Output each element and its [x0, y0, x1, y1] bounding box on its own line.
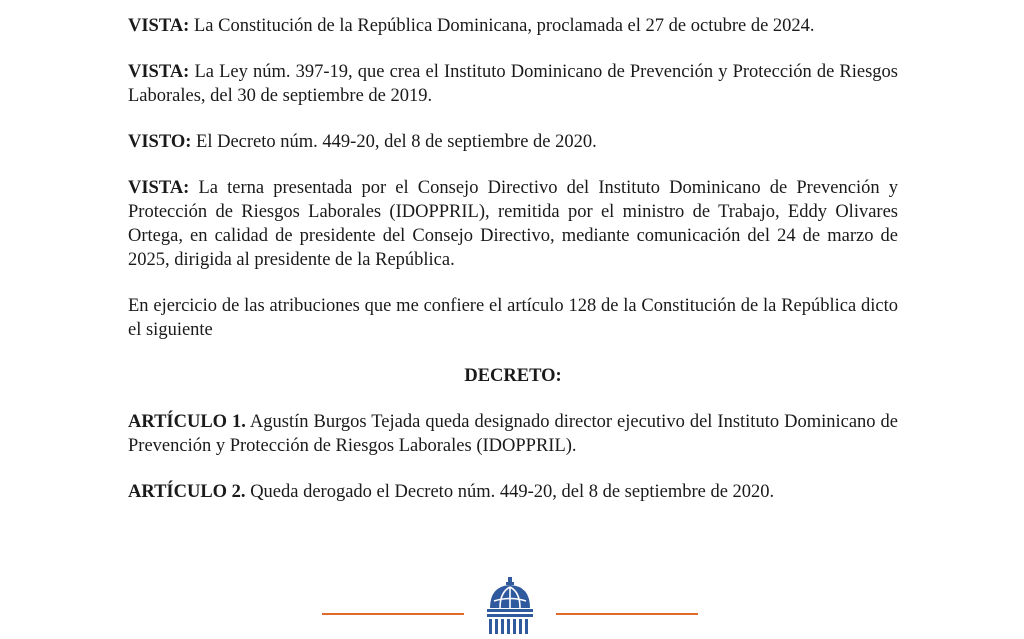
paragraph-lead: VISTA:	[128, 16, 190, 36]
visto-decreto	[128, 130, 898, 154]
article-text: Queda derogado el Decreto núm. 449-20, del 8 de septiembre de 2020.	[245, 482, 775, 502]
paragraph-lead: VISTA:	[128, 178, 190, 198]
paragraph-text: La terna presentada por el Consejo Directivo del Instituto Dominicano de Prevención y Protección de Riesgos Laborales (IDOPPRIL), remitida por el ministro de Trabajo, Eddy Olivares Ortega, en calidad de presidente del Consejo Directivo, mediante comunicación del 24 de marzo de 2025, dirigida al presidente de la República.	[128, 178, 898, 270]
vista-constitucion	[128, 14, 898, 38]
paragraph-lead: VISTO:	[128, 132, 192, 152]
vista-ley	[128, 60, 898, 108]
paragraph-text: La Ley núm. 397-19, que crea el Instituto Dominicano de Prevención y Protección de Riesgos Laborales, del 30 de septiembre de 2019.	[128, 62, 898, 106]
articulo-2	[128, 480, 898, 504]
dome-emblem-svg	[482, 574, 538, 634]
article-lead: ARTÍCULO 1.	[128, 412, 246, 432]
page-footer	[0, 572, 1024, 638]
document-body	[128, 14, 898, 526]
dome-emblem-icon	[482, 574, 538, 634]
paragraph-lead: VISTA:	[128, 62, 190, 82]
article-lead: ARTÍCULO 2.	[128, 482, 246, 502]
vista-terna	[128, 176, 898, 272]
paragraph-text: En ejercicio de las atribuciones que me confiere el artículo 128 de la Constitución de la República dicto el siguiente	[128, 296, 898, 340]
paragraph-text: La Constitución de la República Dominicana, proclamada el 27 de octubre de 2024.	[189, 16, 815, 36]
articulo-1	[128, 410, 898, 458]
paragraph-text: El Decreto núm. 449-20, del 8 de septiembre de 2020.	[191, 132, 597, 152]
footer-rule-right	[556, 613, 698, 615]
decree-heading: DECRETO:	[464, 366, 562, 386]
article-text: Agustín Burgos Tejada queda designado director ejecutivo del Instituto Dominicano de Prevención y Protección de Riesgos Laborales (IDOPPRIL).	[128, 412, 898, 456]
ejercicio-atribuciones	[128, 294, 898, 342]
footer-rule-left	[322, 613, 464, 615]
